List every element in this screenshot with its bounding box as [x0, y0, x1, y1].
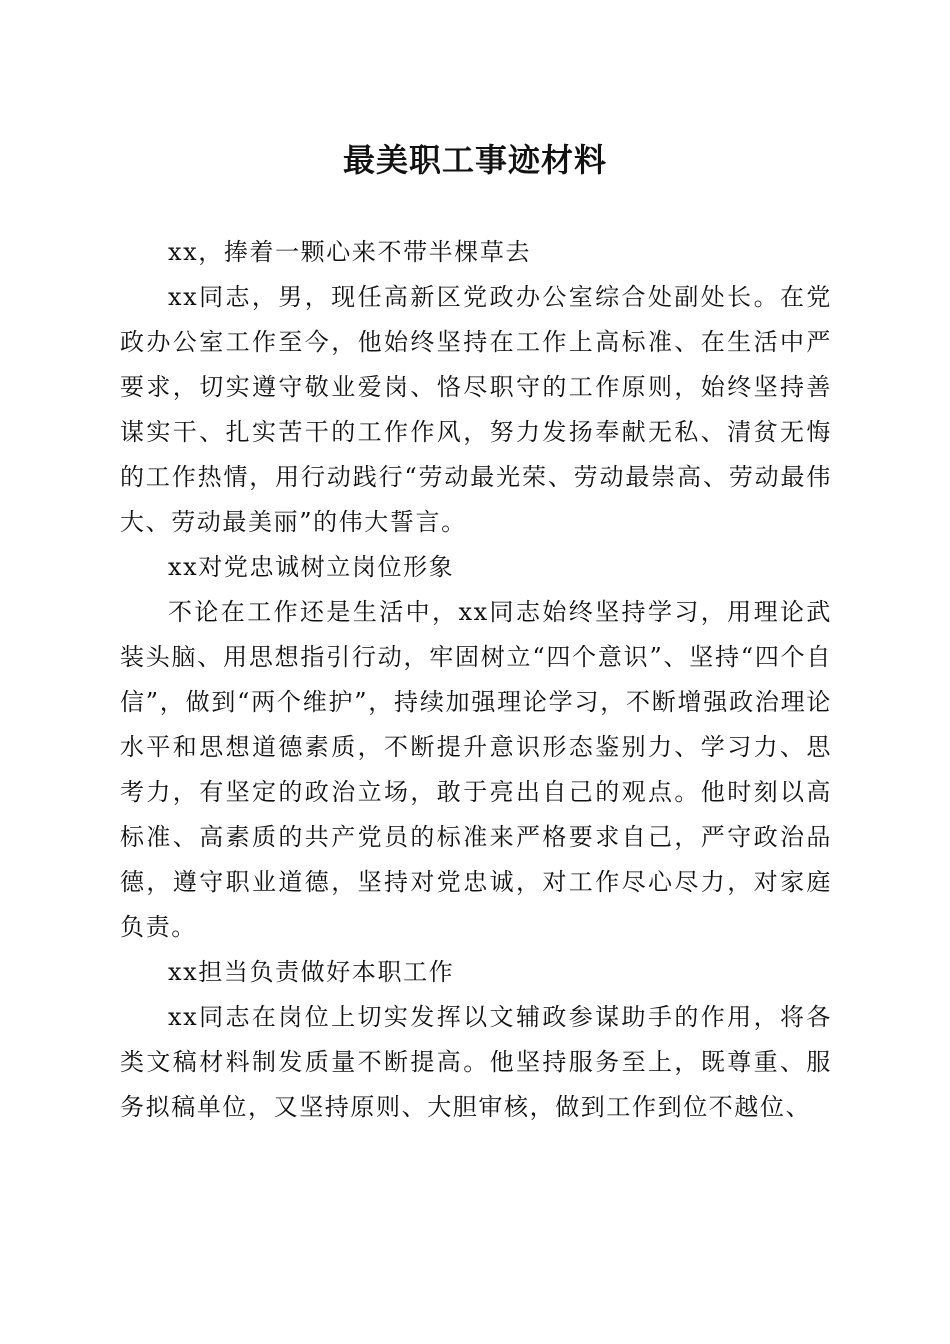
body-paragraph: 不论在工作还是生活中，xx同志始终坚持学习，用理论武装头脑、用思想指引行动，牢固树立“四个意识”、坚持“四个自信”，做到“两个维护”，持续加强理论学习，不断增强政治理论水平和思想道德素质，不断提升意识形态鉴别力、学习力、思考力，有坚定的政治立场，敢于亮出自己的观点。他时刻以高标准、高素质的共产党员的标准来严格要求自己，严守政治品德，遵守职业道德，坚持对党忠诚，对工作尽心尽力，对家庭负责。	[120, 598, 832, 941]
section-heading: xx，捧着一颗心来不带半棵草去	[168, 238, 532, 266]
body-paragraph: xx同志在岗位上切实发挥以文辅政参谋助手的作用，将各类文稿材料制发质量不断提高。他坚持服务至上，既尊重、服务拟稿单位，又坚持原则、大胆审核，做到工作到位不越位、	[120, 1003, 832, 1121]
document-body	[120, 230, 832, 1130]
body-paragraph: xx同志，男，现任高新区党政办公室综合处副处长。在党政办公室工作至今，他始终坚持在工作上高标准、在生活中严要求，切实遵守敬业爱岗、恪尽职守的工作原则，始终坚持善谋实干、扎实苦干的工作作风，努力发扬奉献无私、清贫无悔的工作热情，用行动践行“劳动最光荣、劳动最崇高、劳动最伟大、劳动最美丽”的伟大誓言。	[120, 283, 832, 536]
section-heading: xx对党忠诚树立岗位形象	[168, 553, 455, 581]
document-title: 最美职工事迹材料	[342, 141, 607, 179]
section-heading: xx担当负责做好本职工作	[168, 958, 455, 986]
